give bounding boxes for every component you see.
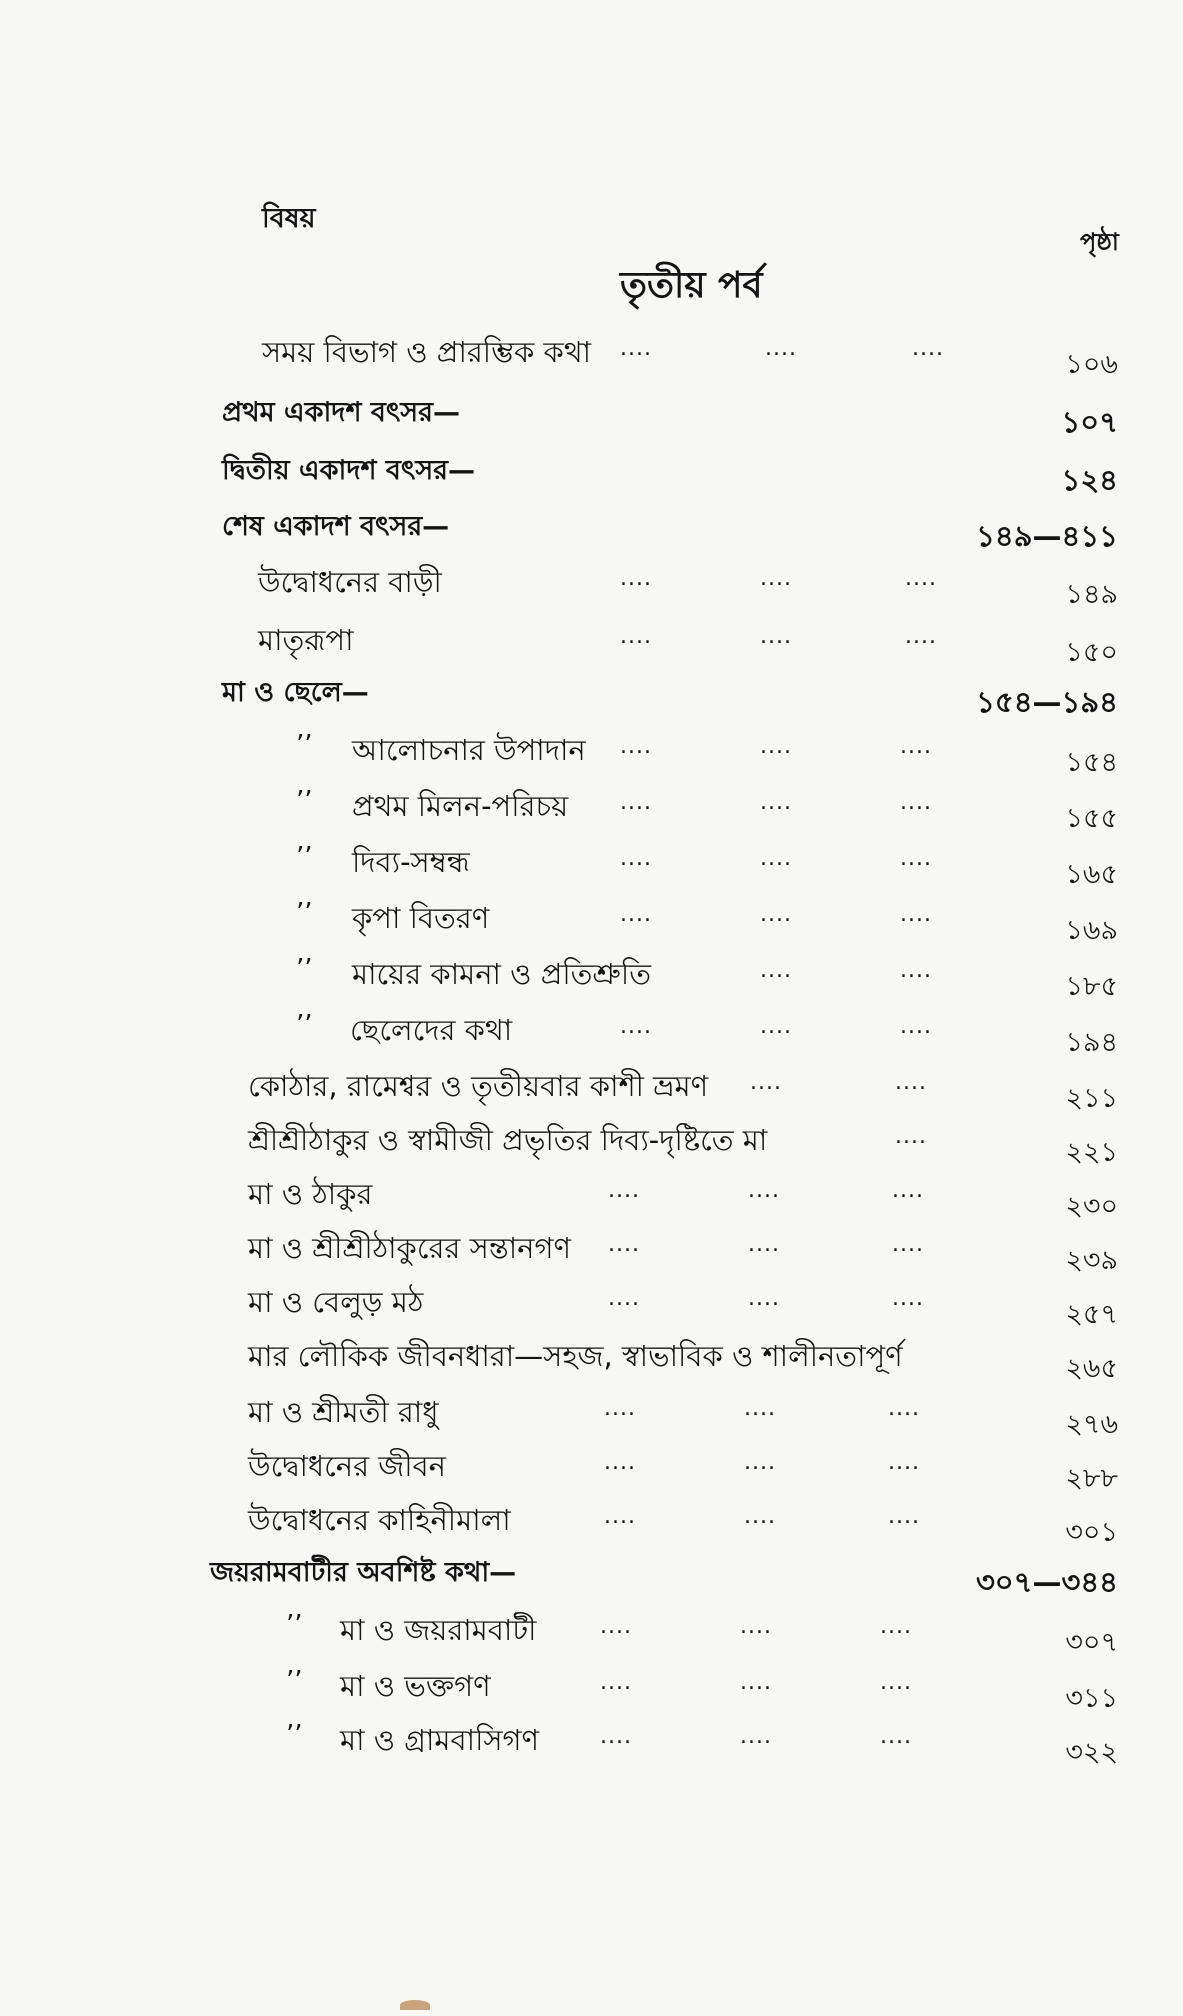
leader-dots: .... xyxy=(620,902,652,927)
toc-entry xyxy=(0,1226,1183,1278)
entry-page: ২৮৮ xyxy=(1065,1463,1118,1494)
ditto-mark: ’’ xyxy=(286,1610,303,1640)
toc-entry xyxy=(0,1172,1183,1224)
leader-dots: .... xyxy=(765,336,797,361)
entry-label: মা ও গ্রামবাসিগণ xyxy=(340,1723,540,1757)
entry-label: জয়রামবাটীর অবশিষ্ট কথা— xyxy=(210,1557,517,1588)
entry-page: ৩০১ xyxy=(1065,1517,1118,1548)
leader-dots: .... xyxy=(620,790,652,815)
entry-page: ২২১ xyxy=(1065,1137,1118,1168)
entry-page: ১৮৫ xyxy=(1065,971,1118,1002)
leader-dots: .... xyxy=(620,336,652,361)
ditto-mark: ’’ xyxy=(296,1010,313,1040)
leader-dots: .... xyxy=(900,790,932,815)
entry-page: ১৬৫ xyxy=(1065,859,1118,890)
toc-entry xyxy=(0,560,1183,612)
toc-entry xyxy=(0,840,1183,892)
leader-dots: .... xyxy=(748,1178,780,1203)
leader-dots: .... xyxy=(900,902,932,927)
entry-label: ছেলেদের কথা xyxy=(350,1013,513,1047)
leader-dots: .... xyxy=(900,1014,932,1039)
entry-label: মার লৌকিক জীবনধারা—সহজ, স্বাভাবিক ও শালীনতাপূর্ণ xyxy=(248,1339,903,1373)
toc-entry xyxy=(0,1444,1183,1496)
toc-entry xyxy=(0,1334,1183,1386)
leader-dots: .... xyxy=(750,1070,782,1095)
part-title: তৃতীয় পর্ব xyxy=(620,265,763,306)
leader-dots: .... xyxy=(880,1724,912,1749)
page-column-header: পৃষ্ঠা xyxy=(1080,228,1119,256)
leader-dots: .... xyxy=(888,1450,920,1475)
entry-page: ১৬৯ xyxy=(1065,915,1118,946)
toc-entry xyxy=(0,1552,1183,1604)
toc-entry xyxy=(0,1064,1183,1116)
toc-entry xyxy=(0,392,1183,444)
entry-page: ৩০৭ xyxy=(1065,1627,1118,1658)
entry-page: ১৫৪ xyxy=(1065,747,1118,778)
leader-dots: .... xyxy=(760,734,792,759)
entry-label: কোঠার, রামেশ্বর ও তৃতীয়বার কাশী ভ্রমণ xyxy=(248,1069,709,1103)
leader-dots: .... xyxy=(905,566,937,591)
entry-label: শেষ একাদশ বৎসর— xyxy=(222,511,450,542)
leader-dots: .... xyxy=(620,734,652,759)
leader-dots: .... xyxy=(760,902,792,927)
entry-label: মায়ের কামনা ও প্রতিশ্রুতি xyxy=(352,957,651,991)
entry-label: প্রথম একাদশ বৎসর— xyxy=(222,397,460,428)
entry-label: শ্রীশ্রীঠাকুর ও স্বামীজী প্রভৃতির দিব্য-দৃষ্টিতে মা xyxy=(248,1123,768,1157)
leader-dots: .... xyxy=(888,1504,920,1529)
leader-dots: .... xyxy=(608,1232,640,1257)
leader-dots: .... xyxy=(900,734,932,759)
entry-page: ১৫৫ xyxy=(1065,803,1118,834)
entry-page: ২৩০ xyxy=(1065,1191,1118,1222)
toc-entry xyxy=(0,1664,1183,1716)
toc-entry xyxy=(0,728,1183,780)
leader-dots: .... xyxy=(760,1014,792,1039)
leader-dots: .... xyxy=(604,1450,636,1475)
ditto-mark: ’’ xyxy=(296,730,313,760)
leader-dots: .... xyxy=(740,1670,772,1695)
leader-dots: .... xyxy=(892,1286,924,1311)
leader-dots: .... xyxy=(900,958,932,983)
ditto-mark: ’’ xyxy=(296,954,313,984)
toc-entry xyxy=(0,1608,1183,1660)
leader-dots: .... xyxy=(895,1070,927,1095)
entry-page: ৩১১ xyxy=(1065,1683,1118,1714)
leader-dots: .... xyxy=(744,1450,776,1475)
entry-page: ১৫০ xyxy=(1065,637,1118,668)
toc-entry xyxy=(0,1008,1183,1060)
entry-page: ১৪৯ xyxy=(1065,579,1118,610)
leader-dots: .... xyxy=(620,1014,652,1039)
entry-label: মা ও জয়রামবাটী xyxy=(340,1613,537,1647)
leader-dots: .... xyxy=(895,1124,927,1149)
leader-dots: .... xyxy=(760,566,792,591)
entry-page: ১৫৪—১৯৪ xyxy=(976,685,1118,719)
toc-entry xyxy=(0,784,1183,836)
leader-dots: .... xyxy=(740,1724,772,1749)
toc-entry xyxy=(0,1498,1183,1550)
leader-dots: .... xyxy=(600,1724,632,1749)
leader-dots: .... xyxy=(620,566,652,591)
subject-column-header: বিষয় xyxy=(262,203,316,234)
ditto-mark: ’’ xyxy=(296,898,313,928)
entry-label: মা ও শ্রীশ্রীঠাকুরের সন্তানগণ xyxy=(248,1231,572,1265)
entry-page: ১০৭ xyxy=(1061,405,1118,439)
entry-page: ২৭৬ xyxy=(1065,1409,1118,1440)
leader-dots: .... xyxy=(748,1286,780,1311)
ditto-mark: ’’ xyxy=(286,1720,303,1750)
leader-dots: .... xyxy=(620,624,652,649)
entry-label: উদ্বোধনের বাড়ী xyxy=(258,565,442,599)
leader-dots: .... xyxy=(888,1396,920,1421)
leader-dots: .... xyxy=(744,1396,776,1421)
leader-dots: .... xyxy=(620,846,652,871)
entry-page: ৩২২ xyxy=(1065,1737,1118,1768)
entry-label: উদ্বোধনের কাহিনীমালা xyxy=(248,1503,511,1537)
leader-dots: .... xyxy=(604,1396,636,1421)
entry-page: ১৪৯—৪১১ xyxy=(976,519,1118,553)
leader-dots: .... xyxy=(900,846,932,871)
toc-entry xyxy=(0,1118,1183,1170)
leader-dots: .... xyxy=(760,790,792,815)
leader-dots: .... xyxy=(892,1232,924,1257)
ditto-mark: ’’ xyxy=(296,786,313,816)
entry-page: ১০৬ xyxy=(1065,349,1118,380)
entry-page: ২৫৭ xyxy=(1065,1299,1118,1330)
toc-entry xyxy=(0,672,1183,724)
entry-label: সময় বিভাগ ও প্রারম্ভিক কথা xyxy=(262,335,592,369)
toc-entry xyxy=(0,1390,1183,1442)
leader-dots: .... xyxy=(748,1232,780,1257)
leader-dots: .... xyxy=(760,958,792,983)
toc-entry xyxy=(0,330,1183,382)
entry-page: ২১১ xyxy=(1065,1083,1118,1114)
leader-dots: .... xyxy=(600,1614,632,1639)
entry-label: মা ও বেলুড় মঠ xyxy=(248,1285,424,1319)
entry-page: ১২৪ xyxy=(1061,463,1118,497)
entry-page: ২৩৯ xyxy=(1065,1245,1118,1276)
toc-entry xyxy=(0,618,1183,670)
toc-entry xyxy=(0,1280,1183,1332)
page-edge-mark xyxy=(400,2000,430,2010)
entry-label: কৃপা বিতরণ xyxy=(352,901,490,935)
entry-page: ২৬৫ xyxy=(1065,1353,1118,1384)
leader-dots: .... xyxy=(760,624,792,649)
leader-dots: .... xyxy=(892,1178,924,1203)
entry-label: আলোচনার উপাদান xyxy=(352,733,586,767)
leader-dots: .... xyxy=(744,1504,776,1529)
leader-dots: .... xyxy=(880,1670,912,1695)
ditto-mark: ’’ xyxy=(286,1666,303,1696)
entry-label: দ্বিতীয় একাদশ বৎসর— xyxy=(222,455,476,486)
toc-entry xyxy=(0,1718,1183,1770)
leader-dots: .... xyxy=(608,1286,640,1311)
entry-page: ৩০৭—৩৪৪ xyxy=(975,1565,1118,1599)
entry-label: প্রথম মিলন-পরিচয় xyxy=(352,789,569,823)
toc-entry xyxy=(0,450,1183,502)
entry-label: মা ও ঠাকুর xyxy=(248,1177,373,1211)
leader-dots: .... xyxy=(760,846,792,871)
leader-dots: .... xyxy=(880,1614,912,1639)
entry-page: ১৯৪ xyxy=(1065,1027,1118,1058)
entry-label: উদ্বোধনের জীবন xyxy=(248,1449,446,1483)
leader-dots: .... xyxy=(608,1178,640,1203)
toc-entry xyxy=(0,506,1183,558)
toc-entry xyxy=(0,896,1183,948)
ditto-mark: ’’ xyxy=(296,842,313,872)
entry-label: মা ও শ্রীমতী রাধু xyxy=(248,1395,439,1429)
entry-label: মা ও ভক্তগণ xyxy=(340,1669,491,1703)
leader-dots: .... xyxy=(740,1614,772,1639)
leader-dots: .... xyxy=(600,1670,632,1695)
entry-label: মা ও ছেলে— xyxy=(222,677,369,708)
entry-label: দিব্য-সম্বন্ধ xyxy=(352,845,470,879)
leader-dots: .... xyxy=(604,1504,636,1529)
leader-dots: .... xyxy=(912,336,944,361)
toc-entry xyxy=(0,952,1183,1004)
entry-label: মাতৃরূপা xyxy=(258,623,354,657)
leader-dots: .... xyxy=(905,624,937,649)
